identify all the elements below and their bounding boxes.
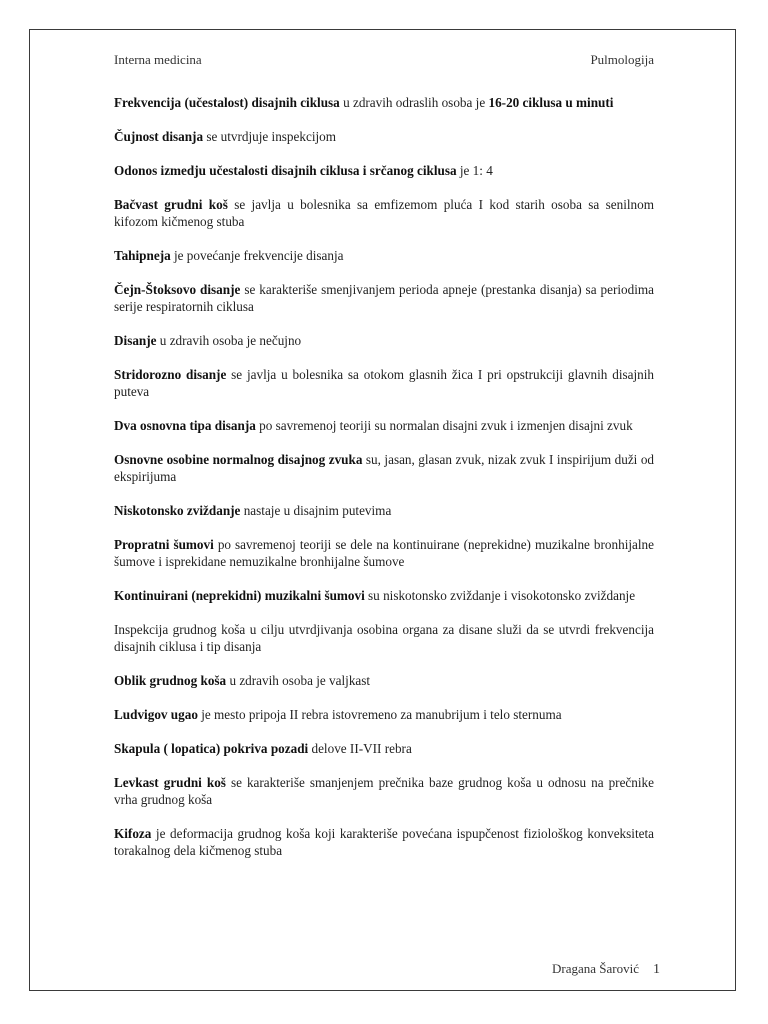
entry-5	[114, 247, 654, 264]
entry-term: Levkast grudni koš	[114, 775, 226, 790]
entry-8	[114, 366, 654, 400]
entry-text: u zdravih odraslih osoba je	[339, 95, 489, 110]
entry-term: Bačvast grudni koš	[114, 197, 228, 212]
entry-text: delove II-VII rebra	[308, 741, 412, 756]
entry-text: je povećanje frekvencije disanja	[170, 248, 344, 263]
entry-text: su, jasan, glasan zvuk, nizak zvuk I inspirijum duži od ekspirijuma	[114, 452, 655, 484]
entry-text: se karakteriše smenjivanjem perioda apneje (prestanka disanja) sa periodima serije respiratornih ciklusa	[114, 282, 654, 314]
entry-term: Osnovne osobine normalnog disajnog zvuka	[114, 452, 363, 467]
entry-12	[114, 536, 654, 570]
entry-text: je 1: 4	[456, 163, 493, 178]
entry-text: po savremenoj teoriji se dele na kontinuirane (neprekidne) muzikalne bronhijalne šumove i isprekidane nemuzikalne bronhijalne šumove	[114, 537, 654, 569]
entry-term: Čujnost disanja	[114, 129, 204, 144]
entry-text: se javlja u bolesnika sa otokom glasnih žica I pri opstrukciji glavnih disajnih puteva	[114, 367, 654, 399]
header-subject: Interna medicina	[114, 52, 202, 67]
entry-9	[114, 417, 654, 434]
entry-11	[114, 502, 654, 519]
entry-text: po savremenoj teoriji su normalan disajni zvuk i izmenjen disajni zvuk	[255, 418, 633, 433]
entry-7	[114, 332, 654, 349]
document-body	[114, 94, 654, 876]
entry-text: u zdravih osoba je valjkast	[226, 673, 371, 688]
footer-author: Dragana Šarović	[552, 961, 639, 976]
entry-19	[114, 825, 654, 859]
entry-term: Niskotonsko zviždanje	[114, 503, 241, 518]
entry-14	[114, 621, 654, 655]
entry-term: Dva osnovna tipa disanja	[114, 418, 256, 433]
page-footer	[552, 961, 660, 978]
entry-1	[114, 94, 654, 111]
entry-18	[114, 774, 654, 808]
entry-text: je mesto pripoja II rebra istovremeno za manubrijum i telo sternuma	[197, 707, 562, 722]
entry-4	[114, 196, 654, 230]
page-number: 1	[653, 962, 660, 977]
entry-text: se karakteriše smanjenjem prečnika baze grudnog koša u odnosu na prečnike vrha grudnog koša	[114, 775, 654, 807]
entry-term: Stridorozno disanje	[114, 367, 227, 382]
entry-10	[114, 451, 654, 485]
entry-term: Ludvigov ugao	[114, 707, 198, 722]
entry-term: Kontinuirani (neprekidni) muzikalni šumovi	[114, 588, 365, 603]
entry-text: je deformacija grudnog koša koji karakteriše povećana ispupčenost fiziološkog konveksiteta torakalnog dela kičmenog stuba	[114, 826, 654, 858]
entry-17	[114, 740, 654, 757]
entry-term: Čejn-Štoksovo disanje	[114, 282, 241, 297]
entry-text: su niskotonsko zviždanje i visokotonsko zviždanje	[364, 588, 636, 603]
entry-2	[114, 128, 654, 145]
entry-term: Oblik grudnog koša	[114, 673, 227, 688]
entry-term: Tahipneja	[114, 248, 171, 263]
entry-6	[114, 281, 654, 315]
entry-13	[114, 587, 654, 604]
entry-text: se utvrdjuje inspekcijom	[203, 129, 336, 144]
entry-term: Frekvencija (učestalost) disajnih ciklusa	[114, 95, 340, 110]
entry-term: Propratni šumovi	[114, 537, 214, 552]
entry-term: Kifoza	[114, 826, 152, 841]
entry-15	[114, 672, 654, 689]
entry-text: Inspekcija grudnog koša u cilju utvrdjivanja osobina organa za disane služi da se utvrdi frekvencija disajnih ciklusa i tip disanja	[114, 622, 654, 654]
entry-text: u zdravih osoba je nečujno	[156, 333, 302, 348]
entry-term: Odonos izmedju učestalosti disajnih ciklusa i srčanog ciklusa	[114, 163, 457, 178]
entry-text: se javlja u bolesnika sa emfizemom pluća I kod starih osoba sa senilnom kifozom kičmenog stuba	[114, 197, 654, 229]
entry-term-2: 16-20 ciklusa u minuti	[488, 95, 614, 110]
entry-term: Disanje	[114, 333, 157, 348]
entry-text: nastaje u disajnim putevima	[240, 503, 392, 518]
header-topic: Pulmologija	[590, 52, 654, 67]
entry-3	[114, 162, 654, 179]
entry-16	[114, 706, 654, 723]
entry-term: Skapula ( lopatica) pokriva pozadi	[114, 741, 309, 756]
